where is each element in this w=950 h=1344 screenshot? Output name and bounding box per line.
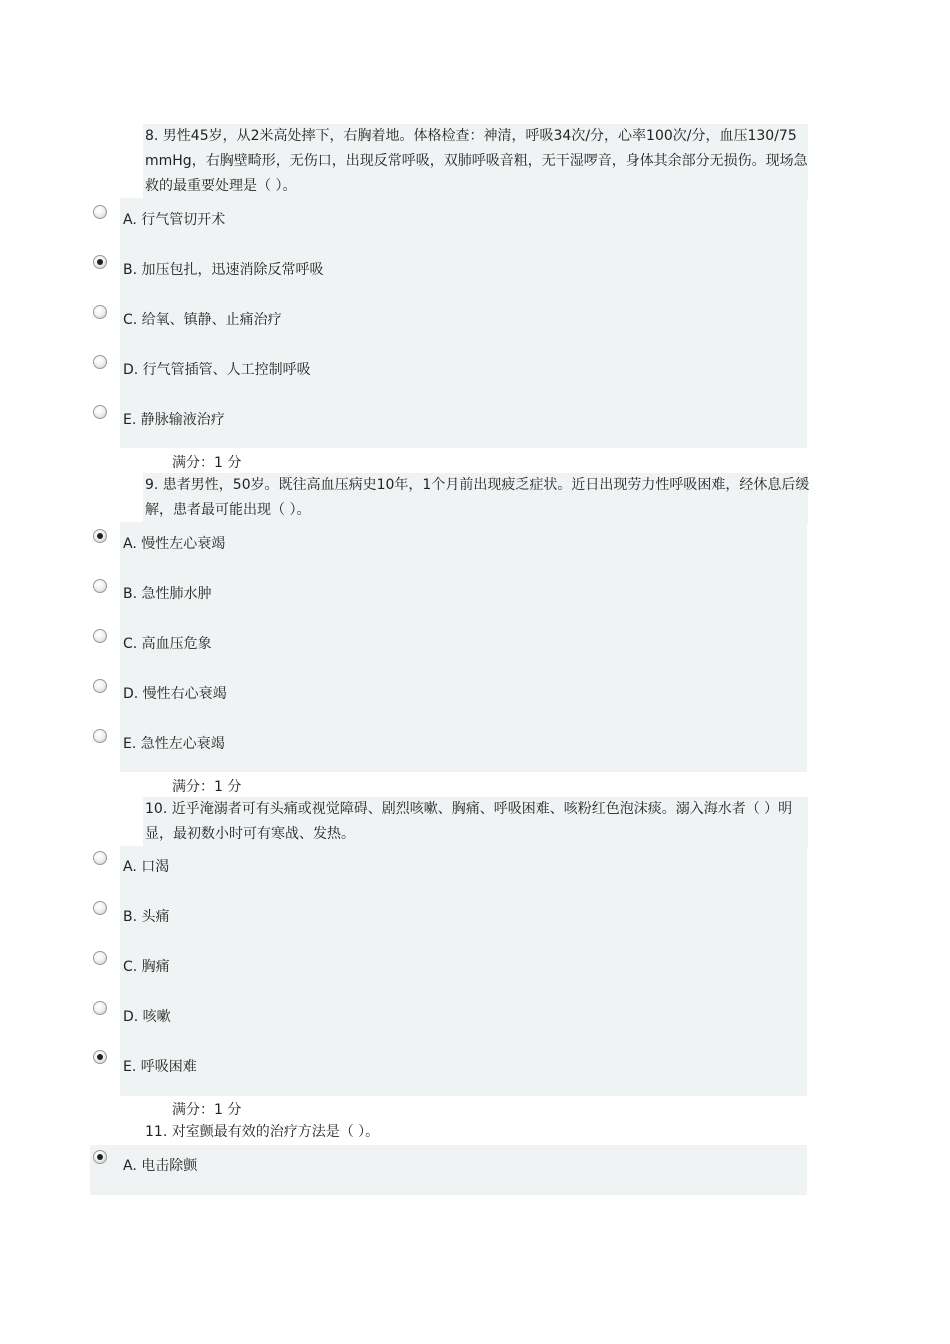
option-8d-label: D. 行气管插管、人工控制呼吸	[123, 362, 311, 378]
question-8-score: 满分：1 分	[172, 455, 242, 471]
question-10-score: 满分：1 分	[172, 1102, 242, 1118]
question-11-text: 11. 对室颤最有效的治疗方法是（ ）。	[145, 1124, 380, 1140]
radio-8b[interactable]	[93, 255, 107, 269]
option-10a-row	[90, 846, 807, 896]
radio-8a[interactable]	[93, 205, 107, 219]
radio-10c[interactable]	[93, 951, 107, 965]
option-10d-row	[90, 996, 807, 1046]
option-9e-label: E. 急性左心衰竭	[123, 736, 225, 752]
radio-10b[interactable]	[93, 901, 107, 915]
option-10b-label: B. 头痛	[123, 909, 170, 925]
option-10d-label: D. 咳嗽	[123, 1009, 171, 1025]
radio-9d[interactable]	[93, 679, 107, 693]
question-8-text: 8. 男性45岁，从2米高处摔下，右胸着地。体格检查：神清，呼吸34次/分，心率100次/分，血压130/75 mmHg，右胸壁畸形，无伤口，出现反常呼吸，双肺呼吸音粗，无干湿啰音，身体其余部分无损伤。现场急救的最重要处理是（ ）。	[145, 128, 808, 194]
question-9-text: 9. 患者男性，50岁。既往高血压病史10年，1个月前出现疲乏症状。近日出现劳力性呼吸困难，经休息后缓解，患者最可能出现（ ）。	[145, 477, 810, 518]
radio-9b[interactable]	[93, 579, 107, 593]
radio-10a[interactable]	[93, 851, 107, 865]
radio-10e[interactable]	[93, 1050, 107, 1064]
radio-9a[interactable]	[93, 529, 107, 543]
option-10c-row	[90, 946, 807, 996]
option-9c-label: C. 高血压危象	[123, 636, 212, 652]
radio-10d[interactable]	[93, 1001, 107, 1015]
option-11a-row	[90, 1145, 807, 1195]
radio-9c[interactable]	[93, 629, 107, 643]
radio-8e[interactable]	[93, 405, 107, 419]
option-10e-row	[90, 1046, 807, 1096]
option-8b-label: B. 加压包扎，迅速消除反常呼吸	[123, 262, 324, 278]
option-8c-label: C. 给氧、镇静、止痛治疗	[123, 312, 282, 328]
option-11a-label: A. 电击除颤	[123, 1158, 198, 1174]
option-10e-label: E. 呼吸困难	[123, 1059, 197, 1075]
radio-8d[interactable]	[93, 355, 107, 369]
option-8a-label: A. 行气管切开术	[123, 212, 226, 228]
radio-8c[interactable]	[93, 305, 107, 319]
option-10b-row	[90, 896, 807, 946]
question-9-score: 满分：1 分	[172, 779, 242, 795]
option-10c-label: C. 胸痛	[123, 959, 170, 975]
option-8e-label: E. 静脉输液治疗	[123, 412, 225, 428]
question-10-text: 10. 近乎淹溺者可有头痛或视觉障碍、剧烈咳嗽、胸痛、呼吸困难、咳粉红色泡沫痰。溺入海水者（ ）明显，最初数小时可有寒战、发热。	[145, 801, 793, 842]
option-9b-label: B. 急性肺水肿	[123, 586, 212, 602]
option-10a-label: A. 口渴	[123, 859, 170, 875]
radio-9e[interactable]	[93, 729, 107, 743]
option-9a-label: A. 慢性左心衰竭	[123, 536, 226, 552]
option-9d-label: D. 慢性右心衰竭	[123, 686, 227, 702]
radio-11a[interactable]	[93, 1150, 107, 1164]
